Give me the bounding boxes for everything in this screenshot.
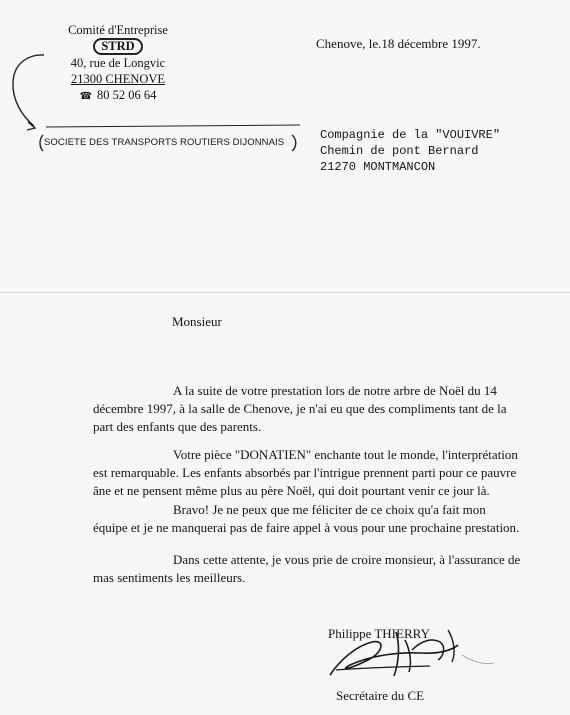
- recipient-line-2: Chemin de pont Bernard: [320, 144, 479, 158]
- body-paragraph-2: Votre pièce "DONATIEN" enchante tout le monde, l'interprétation est remarquable. Les enfants absorbés par l'intrigue prennent parti pour ce pauvre âne et ne pensent même plus au père Noël, qui doit pourtant venir ce jour là.: [93, 447, 518, 498]
- signatory-title: Secrétaire du CE: [336, 688, 425, 703]
- salutation: Monsieur: [172, 314, 222, 329]
- body-paragraph-3: Bravo! Je ne peux que me féliciter de ce choix qu'a fait mon équipe et je ne manquerai pas de faire appel à vous pour une prochaine prestation.: [93, 502, 520, 535]
- letter-date: Chenove, le.18 décembre 1997.: [316, 36, 481, 51]
- recipient-line-3: 21270 MONTMANCON: [320, 160, 436, 174]
- recipient-line-1: Compagnie de la "VOUIVRE": [320, 128, 501, 142]
- company-full-name: SOCIETE DES TRANSPORTS ROUTIERS DIJONNAIS: [44, 137, 285, 148]
- body-paragraph-1: A la suite de votre prestation lors de notre arbre de Noël du 14 décembre 1997, à la salle de Chenove, je n'ai eu que des compliments tant de la part des enfants que des parents.: [93, 383, 507, 434]
- sender-postal-city: 21300 CHENOVE: [70, 72, 166, 86]
- sender-acronym: STRD: [93, 38, 142, 55]
- sender-street: 40, rue de Longvic: [70, 56, 166, 70]
- sender-phone: 80 52 06 64: [97, 88, 157, 102]
- sender-committee: Comité d'Entreprise: [68, 23, 168, 37]
- signatory-name: Philippe THIERRY: [328, 626, 430, 641]
- closing-paragraph: Dans cette attente, je vous prie de croire monsieur, à l'assurance de mas sentiments les meilleurs.: [93, 552, 521, 585]
- phone-icon: ☎: [79, 91, 93, 102]
